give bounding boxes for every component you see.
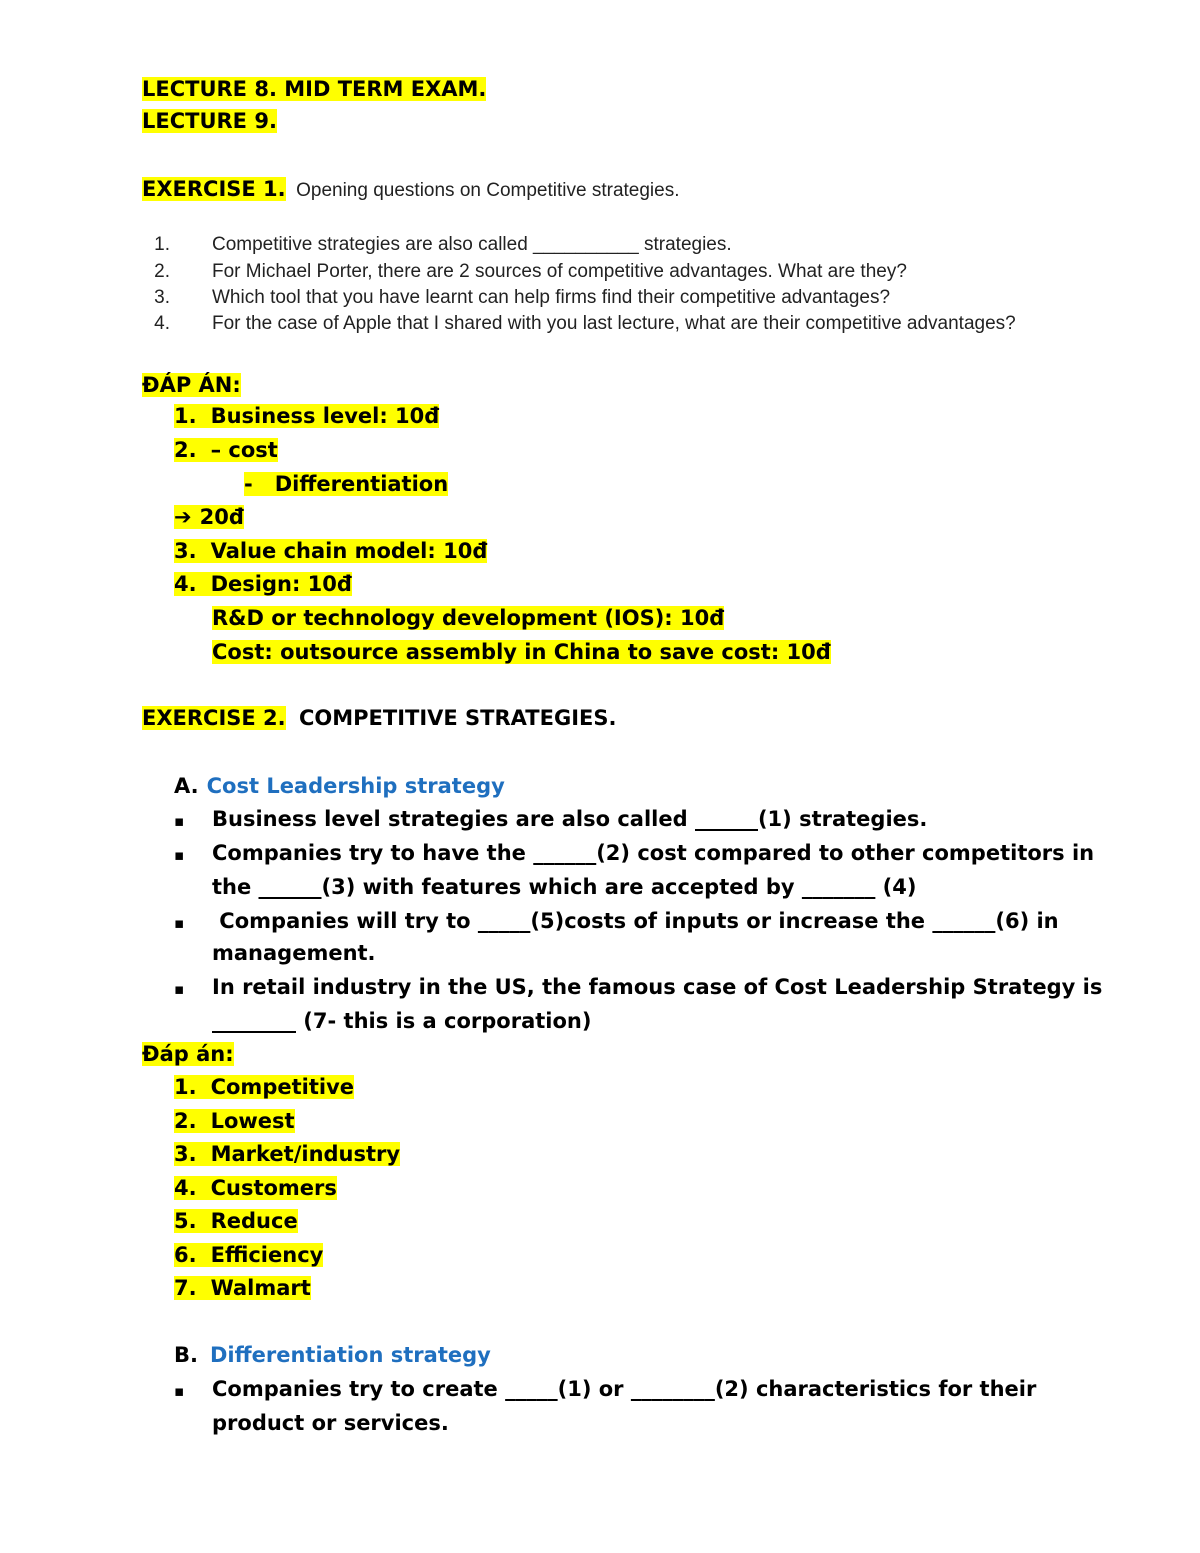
lecture-9-title: LECTURE 9. <box>142 109 277 133</box>
arrow-right-icon: ➔ <box>174 505 192 529</box>
answer-a-2: 2. Lowest <box>174 1109 295 1133</box>
answer-1-2b: - Differentiation <box>244 472 449 496</box>
answer-heading-2: Đáp án: <box>142 1042 234 1066</box>
answer-1-4b: R&D or technology development (IOS): 10đ <box>212 606 725 630</box>
bullet-icon: ▪ <box>174 812 185 830</box>
bullet-a-4: ▪ In retail industry in the US, the famous case of Cost Leadership Strategy is <box>174 975 1103 999</box>
bullet-a-4-cont: ________ (7- this is a corporation) <box>212 1009 592 1033</box>
bullet-icon: ▪ <box>174 846 185 864</box>
answer-1-2: 2. – cost <box>174 438 278 462</box>
section-b-heading: B. Differentiation strategy <box>174 1343 491 1367</box>
answer-a-4: 4. Customers <box>174 1176 337 1200</box>
answer-1-2c: ➔ 20đ <box>174 505 244 529</box>
bullet-icon: ▪ <box>174 980 185 998</box>
exercise-2-heading <box>142 703 616 733</box>
answer-a-1: 1. Competitive <box>174 1075 354 1099</box>
exercise-2-title: COMPETITIVE STRATEGIES. <box>298 706 617 730</box>
answer-a-5: 5. Reduce <box>174 1209 298 1233</box>
answer-heading-1: ĐÁP ÁN: <box>142 373 241 397</box>
bullet-b-1-cont: product or services. <box>212 1411 449 1435</box>
exercise-1-title: Opening questions on Competitive strategies. <box>296 180 680 201</box>
bullet-b-1: ▪ Companies try to create _____(1) or ________(2) characteristics for their <box>174 1377 1037 1401</box>
bullet-icon: ▪ <box>174 914 185 932</box>
answer-1-4: 4. Design: 10đ <box>174 572 352 596</box>
bullet-a-3: ▪ Companies will try to _____(5)costs of inputs or increase the ______(6) in <box>174 909 1059 933</box>
lecture-8-title: LECTURE 8. MID TERM EXAM. <box>142 77 487 101</box>
answer-1-3: 3. Value chain model: 10đ <box>174 539 488 563</box>
answer-a-3: 3. Market/industry <box>174 1142 401 1166</box>
bullet-a-2: ▪ Companies try to have the ______(2) cost compared to other competitors in <box>174 841 1095 865</box>
exercise-1-label: EXERCISE 1. <box>142 177 286 201</box>
exercise-1-heading <box>142 174 680 204</box>
section-a-heading: A. Cost Leadership strategy <box>174 774 505 798</box>
answer-1-4c: Cost: outsource assembly in China to save cost: 10đ <box>212 640 831 664</box>
bullet-icon: ▪ <box>174 1382 185 1400</box>
bullet-a-2-cont: the ______(3) with features which are accepted by _______ (4) <box>212 875 917 899</box>
answer-a-6: 6. Efficiency <box>174 1243 324 1267</box>
answer-1-1: 1. Business level: 10đ <box>174 404 440 428</box>
bullet-a-3-cont: management. <box>212 941 376 965</box>
bullet-a-1: ▪ Business level strategies are also called ______(1) strategies. <box>174 807 928 831</box>
exercise-2-label: EXERCISE 2. <box>142 706 286 730</box>
answer-a-7: 7. Walmart <box>174 1276 311 1300</box>
